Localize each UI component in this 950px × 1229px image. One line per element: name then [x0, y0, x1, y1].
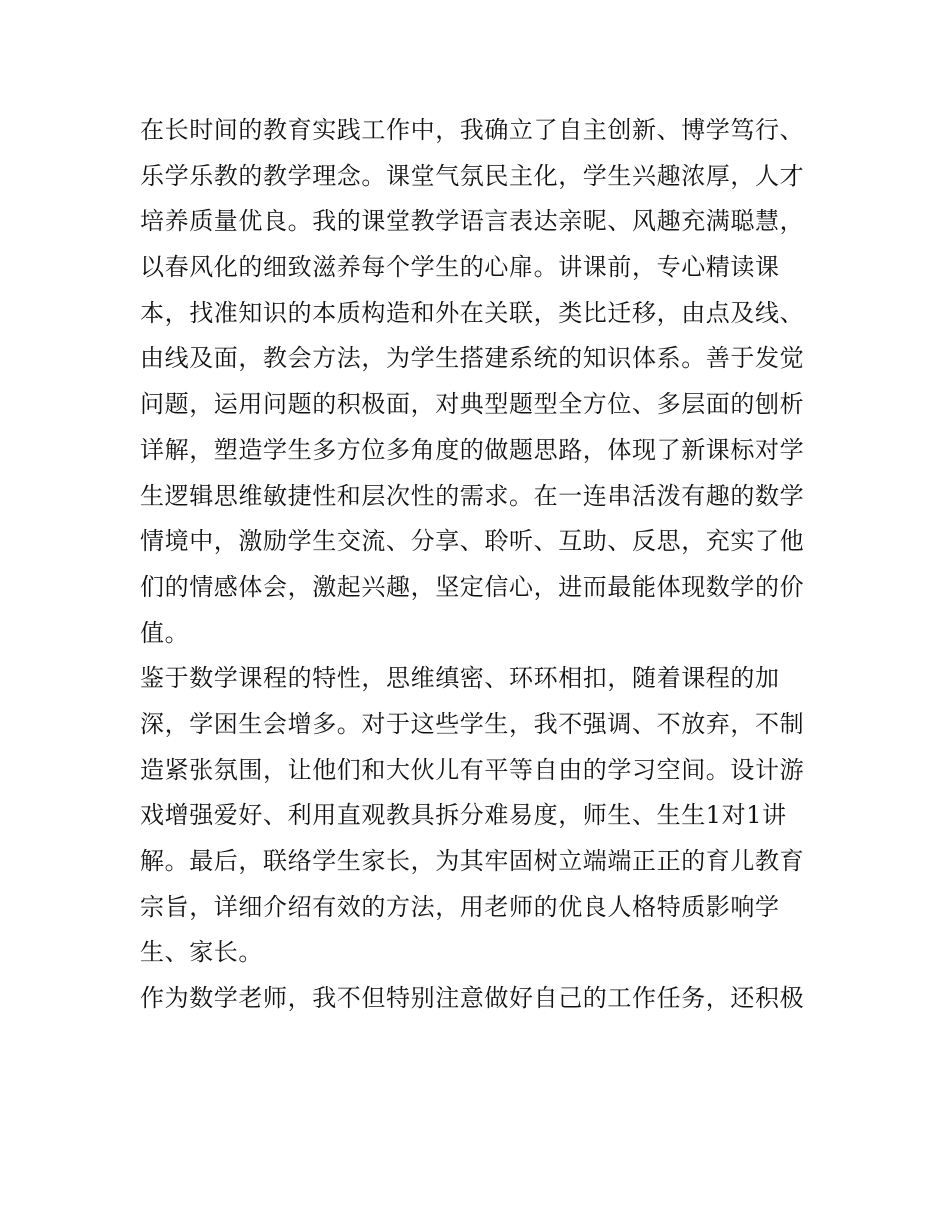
text-line: 值。 — [140, 618, 190, 647]
text-line: 在长时间的教育实践工作中，我确立了自主创新、博学笃行、 — [140, 116, 805, 144]
text-line: 培养质量优良。我的课堂教学语言表达亲昵、风趣充满聪慧， — [140, 207, 805, 236]
text-line: 作为数学老师，我不但特别注意做好自己的工作任务，还积极 — [140, 984, 805, 1013]
text-line: 戏增强爱好、利用直观教具拆分难易度，师生、生生1对1讲 — [140, 801, 787, 830]
text-line: 宗旨，详细介绍有效的方法，用老师的优良人格特质影响学 — [140, 892, 780, 921]
text-line: 由线及面，教会方法，为学生搭建系统的知识体系。善于发觉 — [140, 344, 805, 373]
text-line: 深，学困生会增多。对于这些学生，我不强调、不放弃，不制 — [140, 709, 805, 738]
text-line: 以春风化的细致滋养每个学生的心扉。讲课前，专心精读课 — [140, 253, 780, 282]
text-line: 本，找准知识的本质构造和外在关联，类比迁移，由点及线、 — [140, 298, 805, 327]
text-line: 造紧张氛围，让他们和大伙儿有平等自由的学习空间。设计游 — [140, 755, 805, 784]
text-line: 乐学乐教的教学理念。课堂气氛民主化，学生兴趣浓厚，人才 — [140, 161, 805, 190]
text-line: 解。最后，联络学生家长，为其牢固树立端端正正的育儿教育 — [140, 847, 805, 875]
text-line: 问题，运用问题的积极面，对典型题型全方位、多层面的刨析 — [140, 390, 805, 419]
text-line: 详解，塑造学生多方位多角度的做题思路，体现了新课标对学 — [140, 435, 805, 464]
text-line: 生逻辑思维敏捷性和层次性的需求。在一连串活泼有趣的数学 — [140, 481, 805, 510]
text-line: 情境中，激励学生交流、分享、聆听、互助、反思，充实了他 — [140, 527, 805, 556]
text-line: 们的情感体会，激起兴趣，坚定信心，进而最能体现数学的价 — [140, 572, 805, 601]
body-text — [140, 108, 820, 1022]
text-line: 鉴于数学课程的特性，思维缜密、环环相扣，随着课程的加 — [140, 664, 780, 693]
text-line: 生、家长。 — [140, 938, 263, 967]
